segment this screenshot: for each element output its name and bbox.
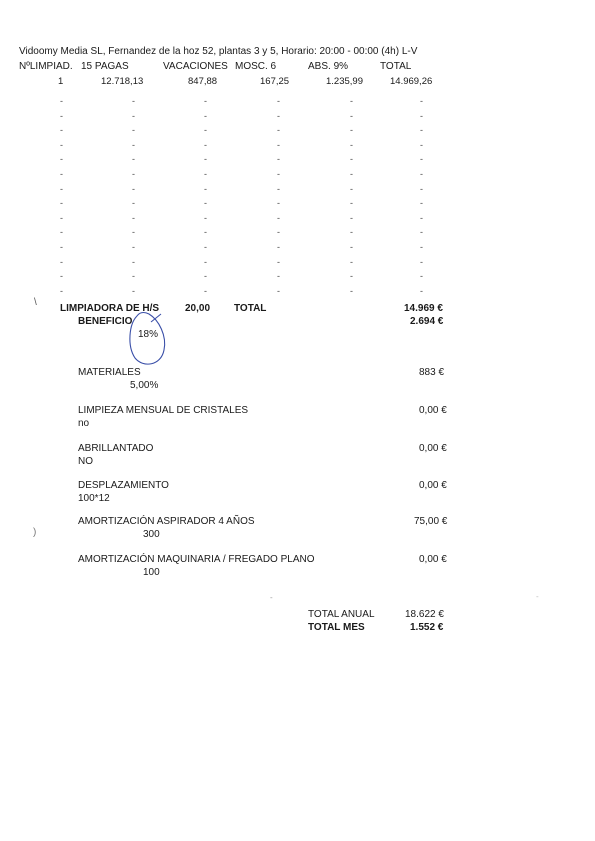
empty-cell-dash: - (277, 154, 280, 165)
item-detail: no (78, 418, 90, 429)
empty-cell-dash: - (420, 198, 423, 209)
row-1-vacaciones: 847,88 (188, 76, 218, 87)
empty-cell-dash: - (132, 256, 135, 267)
beneficio-value: 2.694 € (410, 316, 444, 327)
empty-cell-dash: - (350, 110, 353, 121)
empty-cell-dash: - (204, 271, 207, 282)
empty-cell-dash: - (60, 256, 63, 267)
empty-cell-dash: - (420, 125, 423, 136)
empty-cell-dash: - (350, 139, 353, 150)
empty-cell-dash: - (277, 96, 280, 106)
total-anual-value: 18.622 € (405, 609, 444, 620)
empty-cell-dash: - (350, 285, 353, 296)
empty-cell-dash: - (350, 212, 353, 223)
empty-cell-dash: - (132, 154, 135, 165)
item-detail: 5,00% (130, 380, 159, 391)
empty-cell-dash: - (204, 198, 207, 209)
empty-cell-dash: - (132, 285, 135, 296)
empty-cell-dash: - (60, 125, 63, 136)
empty-cell-dash: - (204, 154, 207, 165)
empty-cell-dash: - (132, 212, 135, 223)
empty-cell-dash: - (204, 285, 207, 296)
empty-cell-dash: - (60, 96, 63, 106)
item-value: 75,00 € (414, 516, 448, 527)
empty-cell-dash: - (420, 110, 423, 121)
row-1-limpiad: 1 (58, 76, 64, 87)
empty-cell-dash: - (132, 96, 135, 106)
empty-cell-dash: - (204, 212, 207, 223)
empty-cell-dash: - (350, 125, 353, 136)
margin-tick-mark: \ (34, 297, 37, 308)
empty-cell-dash: - (420, 285, 423, 296)
item-label: DESPLAZAMIENTO (78, 480, 169, 491)
item-label: MATERIALES (78, 367, 141, 378)
empty-cell-dash: - (420, 271, 423, 282)
column-header-limpiad: NºLIMPIAD. (19, 61, 73, 72)
empty-cell-dash: - (350, 227, 353, 238)
row-1-mosc: 167,25 (260, 76, 290, 87)
empty-cell-dash: - (132, 110, 135, 121)
empty-cell-dash: - (277, 227, 280, 238)
document-header: Vidoomy Media SL, Fernandez de la hoz 52, plantas 3 y 5, Horario: 20:00 - 00:00 (4h) L-V (19, 46, 418, 57)
empty-cell-dash: - (350, 242, 353, 252)
column-header-abs: ABS. 9% (308, 61, 349, 72)
handwritten-circle-mark (127, 310, 167, 368)
empty-cell-dash: - (132, 227, 135, 238)
row-1-total: 14.969,26 (390, 76, 433, 87)
empty-cell-dash: - (350, 256, 353, 267)
total-label: TOTAL (234, 303, 267, 314)
empty-cell-dash: - (420, 139, 423, 150)
empty-cell-dash: - (350, 271, 353, 282)
column-header-mosc: MOSC. 6 (235, 61, 277, 72)
item-label: AMORTIZACIÓN ASPIRADOR 4 AÑOS (78, 516, 255, 527)
total-value: 14.969 € (404, 303, 443, 314)
empty-cell-dash: - (420, 227, 423, 238)
empty-cell-dash: - (420, 169, 423, 179)
empty-cell-dash: - (420, 242, 423, 252)
empty-cell-dash: - (132, 169, 135, 179)
scan-dot-mark: - (270, 593, 273, 602)
empty-cell-dash: - (350, 183, 353, 194)
empty-cell-dash: - (60, 110, 63, 121)
empty-cell-dash: - (350, 169, 353, 179)
empty-cell-dash: - (60, 227, 63, 238)
empty-cell-dash: - (132, 183, 135, 194)
empty-cell-dash: - (204, 256, 207, 267)
empty-cell-dash: - (277, 110, 280, 121)
item-detail: 100*12 (78, 493, 110, 504)
empty-cell-dash: - (420, 154, 423, 165)
empty-cell-dash: - (60, 139, 63, 150)
empty-cell-dash: - (60, 183, 63, 194)
empty-cell-dash: - (277, 271, 280, 282)
empty-cell-dash: - (277, 212, 280, 223)
empty-cell-dash: - (420, 96, 423, 106)
empty-cell-dash: - (132, 242, 135, 252)
empty-cell-dash: - (350, 198, 353, 209)
empty-cell-dash: - (277, 183, 280, 194)
beneficio-percent: 18% (138, 329, 159, 340)
item-value: 0,00 € (419, 443, 447, 454)
empty-cell-dash: - (277, 198, 280, 209)
empty-cell-dash: - (277, 242, 280, 252)
empty-cell-dash: - (204, 183, 207, 194)
empty-cell-dash: - (204, 139, 207, 150)
empty-cell-dash: - (277, 169, 280, 179)
empty-cell-dash: - (204, 169, 207, 179)
margin-paren-mark: ) (33, 527, 37, 538)
limpiadora-label: LIMPIADORA DE H/S (60, 303, 160, 314)
empty-cell-dash: - (60, 212, 63, 223)
row-1-pagas: 12.718,13 (101, 76, 144, 87)
total-mes-label: TOTAL MES (308, 622, 365, 633)
rate-value: 20,00 (185, 303, 211, 314)
item-label: LIMPIEZA MENSUAL DE CRISTALES (78, 405, 249, 416)
empty-cell-dash: - (277, 285, 280, 296)
item-value: 0,00 € (419, 405, 447, 416)
empty-cell-dash: - (204, 96, 207, 106)
empty-cell-dash: - (420, 212, 423, 223)
empty-cell-dash: - (204, 125, 207, 136)
empty-cell-dash: - (60, 242, 63, 252)
empty-cell-dash: - (420, 183, 423, 194)
item-value: 0,00 € (419, 480, 447, 491)
empty-cell-dash: - (204, 110, 207, 121)
empty-cell-dash: - (277, 125, 280, 136)
item-value: 0,00 € (419, 554, 447, 565)
item-detail: 100 (143, 567, 160, 578)
empty-cell-dash: - (277, 256, 280, 267)
beneficio-label: BENEFICIO (78, 316, 133, 327)
item-label: AMORTIZACIÓN MAQUINARIA / FREGADO PLANO (78, 554, 315, 565)
empty-cell-dash: - (132, 125, 135, 136)
row-1-abs: 1.235,99 (326, 76, 363, 87)
column-header-vacaciones: VACACIONES (163, 61, 228, 72)
total-mes-value: 1.552 € (410, 622, 444, 633)
item-value: 883 € (419, 367, 445, 378)
item-detail: NO (78, 456, 93, 467)
empty-cell-dash: - (132, 271, 135, 282)
empty-cell-dash: - (350, 96, 353, 106)
empty-cell-dash: - (204, 227, 207, 238)
empty-cell-dash: - (420, 256, 423, 267)
empty-cell-dash: - (60, 285, 63, 296)
empty-cell-dash: - (60, 169, 63, 179)
empty-cell-dash: - (60, 154, 63, 165)
empty-cell-dash: - (60, 198, 63, 209)
item-label: ABRILLANTADO (78, 443, 154, 454)
empty-cell-dash: - (350, 154, 353, 165)
empty-cell-dash: - (60, 271, 63, 282)
column-header-total: TOTAL (380, 61, 412, 72)
empty-cell-dash: - (132, 139, 135, 150)
empty-cell-dash: - (132, 198, 135, 209)
total-anual-label: TOTAL ANUAL (308, 609, 375, 620)
empty-cell-dash: - (204, 242, 207, 252)
item-detail: 300 (143, 529, 160, 540)
scan-dot-mark-right: - (536, 592, 539, 601)
empty-cell-dash: - (277, 139, 280, 150)
column-header-pagas: 15 PAGAS (81, 61, 129, 72)
